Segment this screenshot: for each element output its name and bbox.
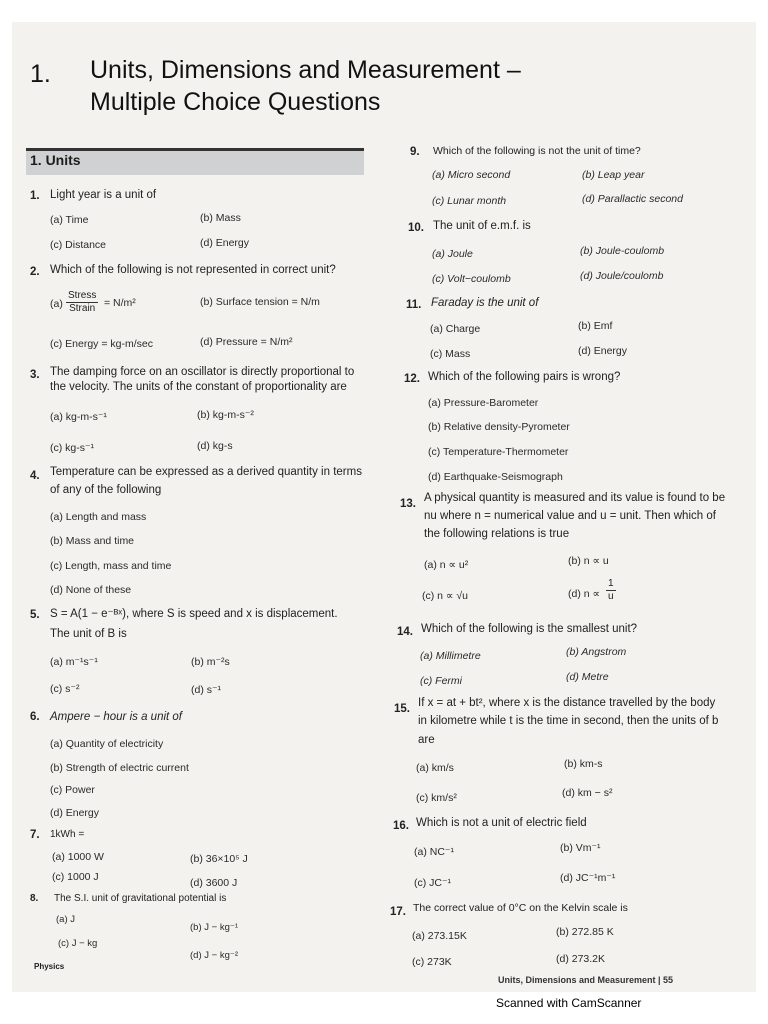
option-d-label: (d) n ∝ (568, 588, 601, 600)
option-b: (b) Mass and time (50, 535, 135, 547)
option-d: (d) Parallactic second (582, 193, 683, 205)
question-text: Which is not a unit of electric field (416, 817, 587, 829)
option-d: (d) 273.2K (556, 953, 606, 965)
option-b: (b) Vm⁻¹ (560, 842, 601, 854)
option-d: (d) Energy (50, 807, 100, 819)
question-number: 3. (30, 369, 40, 381)
option-c: (c) Fermi (420, 675, 462, 687)
question-number: 4. (30, 470, 40, 482)
footer-page-info: Units, Dimensions and Measurement | 55 (498, 975, 674, 985)
option-b: (b) Relative density-Pyrometer (428, 421, 570, 433)
chapter-title-line1: Units, Dimensions and Measurement – (90, 56, 521, 84)
option-b: (b) kg-m-s⁻² (197, 409, 254, 421)
option-a-label: (a) (50, 298, 63, 310)
question-number: 16. (393, 820, 409, 832)
option-b: (b) Joule-coulomb (580, 245, 665, 257)
question-text: Faraday is the unit of (431, 297, 539, 309)
option-a: (a) Time (50, 214, 89, 226)
option-c: (c) kg-s⁻¹ (50, 442, 95, 454)
question-text: The unit of e.m.f. is (433, 220, 531, 232)
fraction-denominator: u (608, 591, 614, 602)
fraction-denominator: Strain (69, 303, 96, 314)
option-b: (b) Emf (578, 320, 613, 332)
question-text: Ampere − hour is a unit of (50, 711, 183, 723)
question-number: 9. (410, 146, 420, 158)
option-d: (d) JC⁻¹m⁻¹ (560, 872, 616, 884)
option-c: (c) 1000 J (52, 871, 99, 883)
option-d: (d) s⁻¹ (191, 684, 222, 696)
fraction-numerator: Stress (68, 290, 97, 301)
option-a: (a) kg-m-s⁻¹ (50, 411, 107, 423)
option-c: (c) km/s² (416, 792, 457, 804)
question-text-line1: A physical quantity is measured and its value is found to be (424, 492, 726, 504)
option-c: (c) Temperature-Thermometer (428, 446, 569, 458)
option-a: (a) m⁻¹s⁻¹ (50, 656, 98, 668)
option-a: (a) 273.15K (412, 930, 467, 942)
question-number: 15. (394, 703, 410, 715)
option-a: (a) Pressure-Barometer (428, 397, 539, 409)
option-b: (b) m⁻²s (191, 656, 230, 668)
option-b: (b) Angstrom (566, 646, 627, 658)
option-d: (d) None of these (50, 584, 132, 596)
option-b: (b) Surface tension = N/m (200, 296, 320, 308)
option-c: (c) s⁻² (50, 683, 80, 695)
question-text: Which of the following is not represented in correct unit? (50, 264, 336, 276)
option-b: (b) 36×10⁵ J (190, 853, 248, 865)
question-number: 14. (397, 626, 413, 638)
option-d: (d) Joule/coulomb (580, 270, 664, 282)
option-c: (c) Length, mass and time (50, 560, 172, 572)
question-text-line2: nu where n = numerical value and u = unit. Then which of (424, 510, 716, 522)
option-b: (b) km-s (564, 758, 603, 770)
chapter-title-line2: Multiple Choice Questions (90, 88, 381, 116)
option-d: (d) Earthquake-Seismograph (428, 471, 563, 483)
question-text: The correct value of 0°C on the Kelvin scale is (413, 902, 628, 914)
option-a: (a) 1000 W (52, 851, 104, 863)
option-c: (c) J − kg (58, 938, 98, 949)
option-b: (b) Mass (200, 212, 241, 224)
option-d: (d) km − s² (562, 787, 613, 799)
option-a-fraction (66, 290, 98, 315)
question-text: Light year is a unit of (50, 189, 157, 201)
option-a: (a) Micro second (432, 169, 511, 181)
question-text-line1: The damping force on an oscillator is directly proportional to (50, 366, 355, 378)
question-text-line1: If x = at + bt², where x is the distance travelled by the body (418, 697, 716, 709)
option-a: (a) Millimetre (420, 650, 481, 662)
question-text-line2: The unit of B is (50, 628, 127, 640)
question-number: 12. (404, 373, 420, 385)
question-number: 5. (30, 609, 40, 621)
option-b: (b) J − kg⁻¹ (190, 922, 239, 933)
option-c: (c) Power (50, 784, 95, 796)
option-a: (a) n ∝ u² (424, 559, 469, 571)
option-d: (d) J − kg⁻² (190, 950, 239, 961)
option-a: (a) Quantity of electricity (50, 738, 164, 750)
option-b: (b) 272.85 K (556, 926, 614, 938)
option-d-fraction (606, 578, 616, 603)
option-c: (c) Energy = kg-m/sec (50, 338, 153, 350)
question-number: 6. (30, 711, 40, 723)
chapter-number: 1. (30, 60, 51, 88)
section-title: 1. Units (30, 152, 81, 168)
question-number: 1. (30, 190, 40, 202)
option-b: (b) Leap year (582, 169, 645, 181)
question-text-line1: S = A(1 − e⁻ᴮˣ), where S is speed and x is displacement. (50, 608, 338, 620)
question-number: 13. (400, 498, 416, 510)
question-number: 17. (390, 906, 406, 918)
question-text-line3: the following relations is true (424, 528, 570, 540)
option-a: (a) Charge (430, 323, 481, 335)
option-d: (d) Metre (566, 671, 609, 683)
option-d: (d) Energy (200, 237, 250, 249)
option-c: (c) n ∝ √u (422, 590, 468, 602)
option-a: (a) NC⁻¹ (414, 846, 454, 858)
option-c: (c) Volt−coulomb (432, 273, 511, 285)
question-text: 1kWh = (50, 829, 85, 840)
question-text-line1: Temperature can be expressed as a derived quantity in terms (50, 466, 362, 478)
question-text-line2: in kilometre while t is the time in second, then the units of b (418, 715, 719, 727)
footer-subject: Physics (34, 962, 65, 971)
question-text: Which of the following is the smallest unit? (421, 623, 638, 635)
option-d: (d) Pressure = N/m² (200, 336, 293, 348)
option-a: (a) km/s (416, 762, 454, 774)
question-number: 2. (30, 266, 40, 278)
question-text-line3: are (418, 734, 435, 746)
option-c: (c) Mass (430, 348, 471, 360)
chapter-title (90, 54, 521, 118)
option-d: (d) 3600 J (190, 877, 238, 889)
option-c: (c) Lunar month (432, 195, 507, 207)
question-text: The S.I. unit of gravitational potential is (54, 893, 227, 904)
question-number: 7. (30, 829, 40, 841)
option-c: (c) 273K (412, 956, 452, 968)
question-number: 8. (30, 893, 39, 904)
fraction-numerator: 1 (608, 578, 614, 589)
question-number: 11. (406, 299, 422, 311)
question-text: Which of the following is not the unit of time? (433, 145, 641, 157)
option-d: (d) kg-s (197, 440, 233, 452)
option-d: (d) Energy (578, 345, 628, 357)
option-b: (b) Strength of electric current (50, 762, 189, 774)
question-text-line2: of any of the following (50, 484, 162, 496)
option-a: (a) Joule (432, 248, 473, 260)
question-number: 10. (408, 222, 424, 234)
option-c: (c) JC⁻¹ (414, 877, 452, 889)
option-c: (c) Distance (50, 239, 107, 251)
question-text: Which of the following pairs is wrong? (428, 371, 621, 383)
scanner-watermark: Scanned with CamScanner (496, 996, 642, 1010)
option-a-value: = N/m² (104, 297, 136, 309)
option-b: (b) n ∝ u (568, 555, 609, 567)
option-a: (a) J (56, 914, 75, 925)
option-a: (a) Length and mass (50, 511, 147, 523)
question-text-line2: the velocity. The units of the constant of proportionality are (50, 381, 347, 393)
